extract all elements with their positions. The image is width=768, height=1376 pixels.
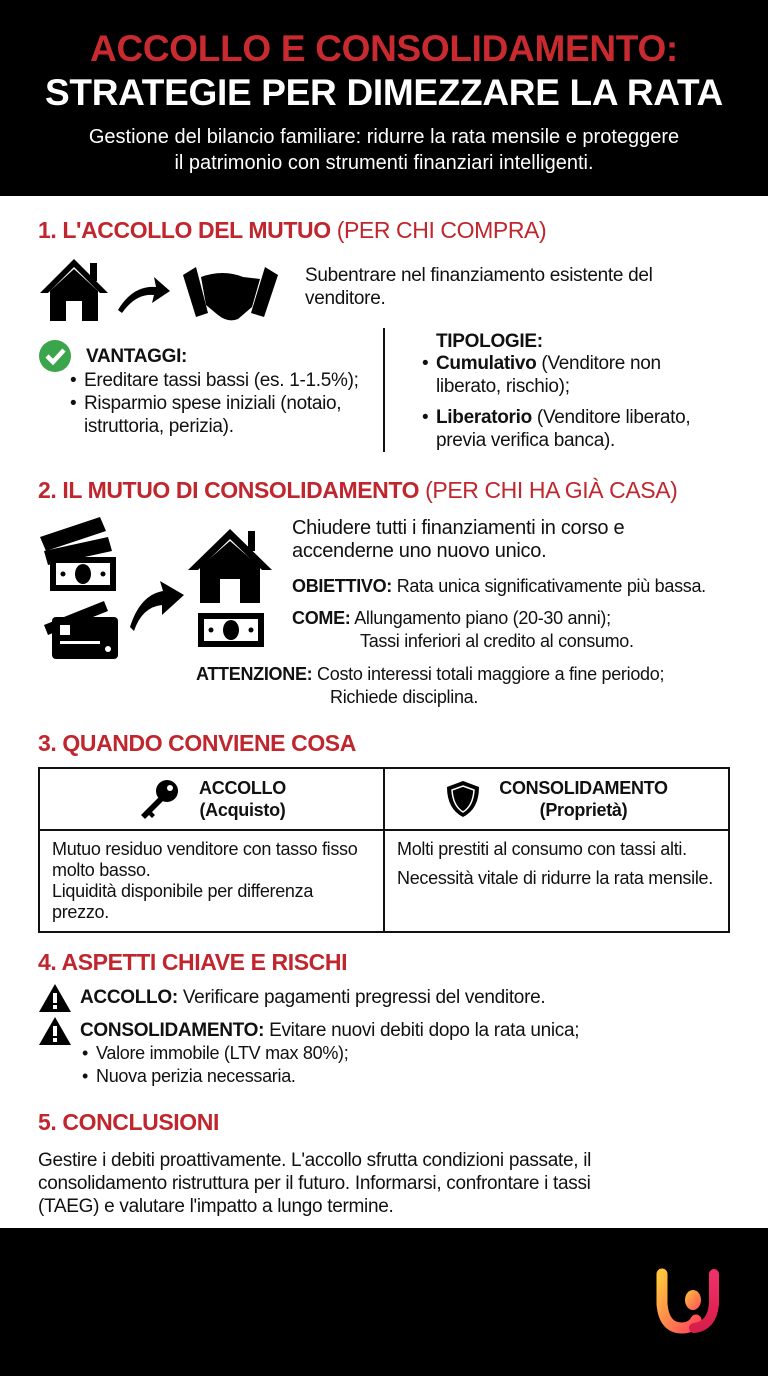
- section-3-heading: 3. QUANDO CONVIENE COSA: [38, 730, 356, 756]
- table-cell-consolidamento: Molti prestiti al consumo con tassi alti. Necessità vitale di ridurre la rata mensile.: [384, 830, 729, 932]
- key-icon: [137, 777, 181, 821]
- table-header-accollo: ACCOLLO (Acquisto): [39, 768, 384, 830]
- arrow-icon: [130, 581, 184, 631]
- table-cell-accollo: Mutuo residuo venditore con tasso fisso molto basso. Liquidità disponibile per differenza prezzo.: [39, 830, 384, 932]
- obiettivo-text: OBIETTIVO: Rata unica significativamente più bassa.: [292, 576, 706, 596]
- divider: [383, 328, 385, 452]
- come-text: COME: Allungamento piano (20-30 anni); Tassi inferiori al credito al consumo.: [292, 608, 634, 651]
- house-icon: [188, 529, 272, 603]
- table-header-consolidamento: CONSOLIDAMENTO (Proprietà): [384, 768, 729, 830]
- list-item: • Risparmio spese iniziali (notaio,: [70, 392, 359, 415]
- conclusion-text: Gestire i debiti proattivamente. L'accollo sfrutta condizioni passate, il consolidamento ristruttura per il futuro. Informarsi, confrontare i tassi (TAEG) e valutare l'impatto a lungo termine.: [38, 1150, 592, 1217]
- tipologie-label: TIPOLOGIE:: [436, 331, 543, 352]
- warning-icon: [38, 983, 72, 1013]
- credit-card-icon: [44, 601, 118, 659]
- risk-accollo: ACCOLLO: Verificare pagamenti pregressi del venditore.: [80, 987, 546, 1008]
- risk-consolidamento: CONSOLIDAMENTO: Evitare nuovi debiti dopo la rata unica;: [80, 1020, 580, 1041]
- title-line-2: STRATEGIE PER DIMEZZARE LA RATA: [45, 72, 723, 113]
- section-5-heading: 5. CONCLUSIONI: [38, 1109, 219, 1135]
- house-to-handshake-icon: [38, 255, 283, 325]
- debts-to-mortgage-icon: [38, 515, 273, 663]
- section-1-heading: 1. L'ACCOLLO DEL MUTUO (PER CHI COMPRA): [38, 217, 547, 243]
- vantaggi-label: VANTAGGI:: [86, 346, 188, 367]
- house-icon: [40, 259, 108, 321]
- s2-description: Chiudere tutti i finanziamenti in corso e accenderne uno nuovo unico.: [292, 517, 625, 562]
- subtitle-line-2: il patrimonio con strumenti finanziari intelligenti.: [174, 152, 594, 174]
- s1-description: Subentrare nel finanziamento esistente del venditore.: [305, 265, 653, 309]
- check-circle-icon: [38, 339, 72, 373]
- cash-icon: [40, 517, 116, 591]
- subtitle-line-1: Gestione del bilancio familiare: ridurre la rata mensile e proteggere: [88, 126, 680, 148]
- list-item-cont: istruttoria, perizia).: [84, 416, 234, 437]
- title-line-1: ACCOLLO E CONSOLIDAMENTO:: [90, 28, 678, 69]
- list-item: • Ereditare tassi bassi (es. 1-1.5%);: [70, 369, 359, 392]
- list-item: • Nuova perizia necessaria.: [82, 1065, 348, 1088]
- arrow-icon: [118, 277, 170, 313]
- shield-icon: [445, 779, 481, 819]
- attenzione-text: ATTENZIONE: Costo interessi totali maggiore a fine periodo; Richiede disciplina.: [196, 664, 665, 707]
- brand-logo-icon: [652, 1264, 724, 1336]
- tipologie-list: • Cumulativo (Venditore non liberato, rischio); • Liberatorio (Venditore liberato, previa verifica banca).: [422, 352, 690, 452]
- handshake-icon: [183, 267, 278, 320]
- cash-icon: [198, 613, 264, 647]
- list-item: • Cumulativo (Venditore non: [422, 352, 690, 375]
- vantaggi-list: [70, 369, 359, 438]
- list-item: • Valore immobile (LTV max 80%);: [82, 1042, 348, 1065]
- warning-icon: [38, 1016, 72, 1046]
- comparison-table: [38, 767, 730, 933]
- section-2-heading: 2. IL MUTUO DI CONSOLIDAMENTO (PER CHI HA GIÀ CASA): [38, 477, 678, 503]
- footer: [0, 1228, 768, 1376]
- risk-bullets: [82, 1042, 348, 1088]
- header-banner: [0, 0, 768, 196]
- section-4-heading: 4. ASPETTI CHIAVE E RISCHI: [38, 949, 348, 975]
- list-item: • Liberatorio (Venditore liberato,: [422, 406, 690, 429]
